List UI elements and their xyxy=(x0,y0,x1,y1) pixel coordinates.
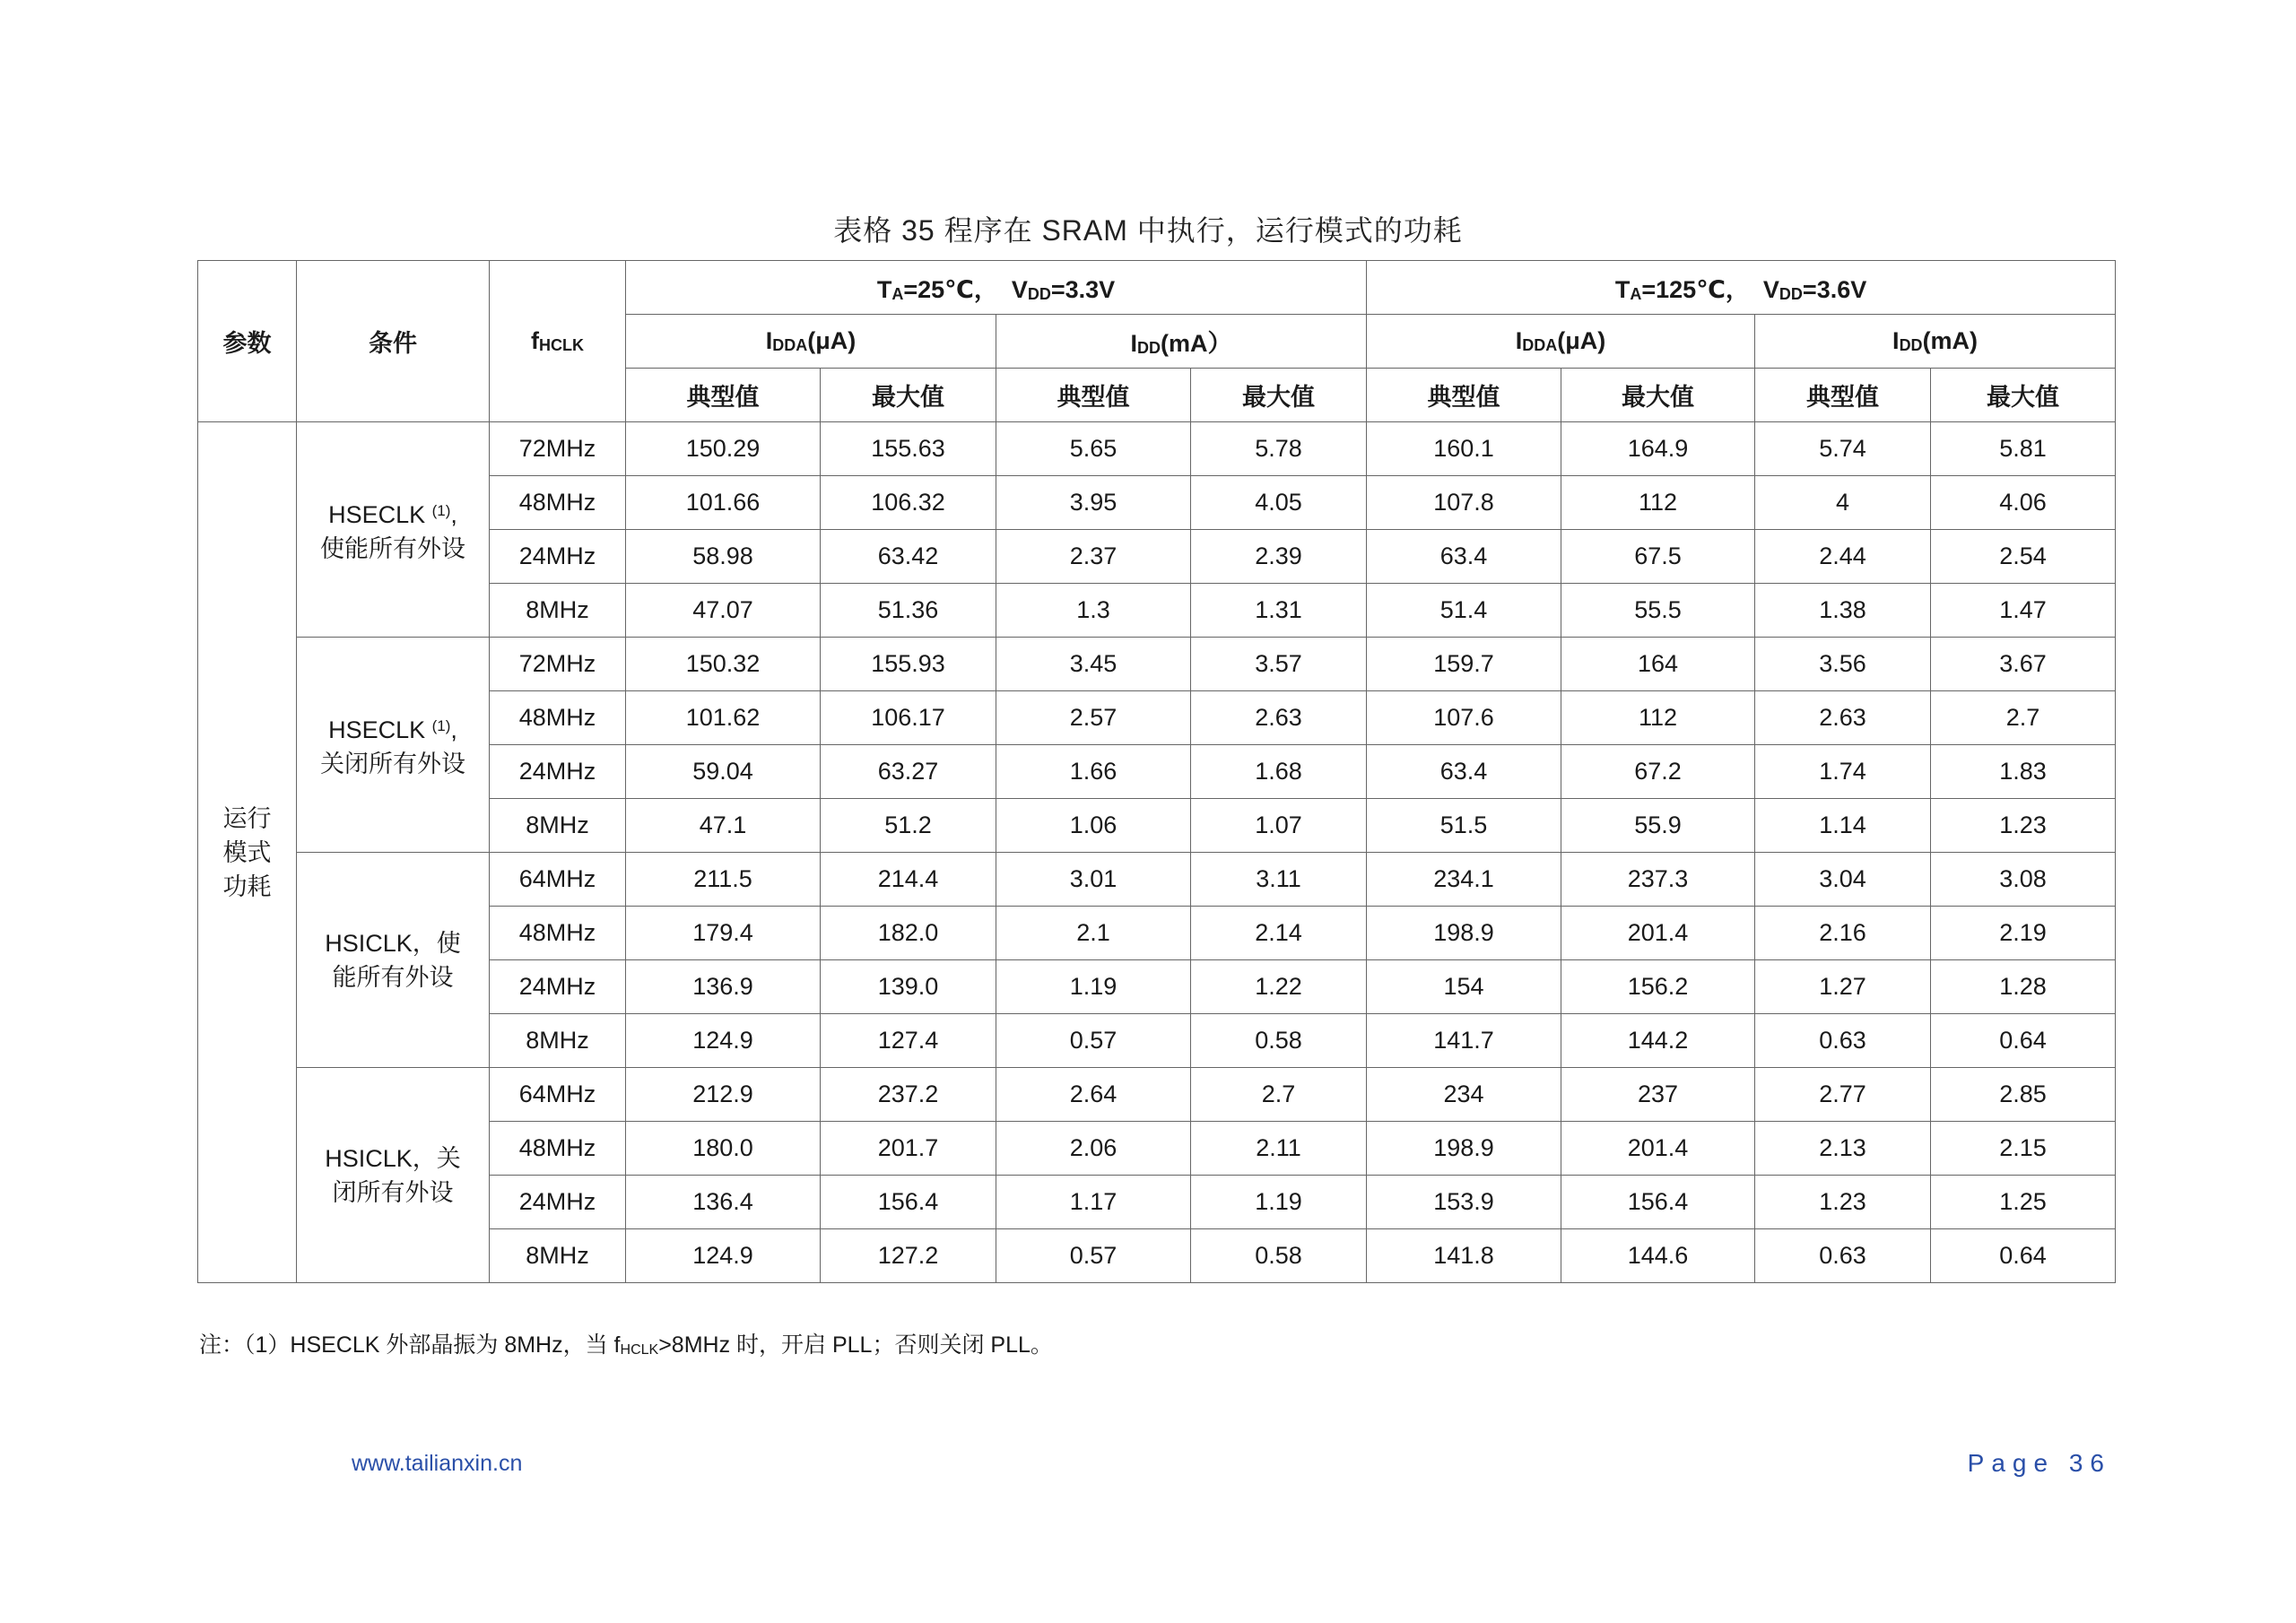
freq-cell: 8MHz xyxy=(490,1229,626,1283)
value-cell: 2.37 xyxy=(996,530,1191,584)
value-cell: 0.63 xyxy=(1755,1014,1931,1068)
condition-line-1: HSICLK，使 xyxy=(325,929,461,957)
value-cell: 3.56 xyxy=(1755,638,1931,691)
freq-cell: 24MHz xyxy=(490,960,626,1014)
value-cell: 2.11 xyxy=(1191,1122,1367,1176)
value-cell: 55.9 xyxy=(1561,799,1755,853)
value-cell: 112 xyxy=(1561,691,1755,745)
value-cell: 3.04 xyxy=(1755,853,1931,907)
value-cell: 0.58 xyxy=(1191,1229,1367,1283)
value-cell: 106.17 xyxy=(821,691,996,745)
value-cell: 59.04 xyxy=(626,745,821,799)
header-typ: 典型值 xyxy=(996,369,1191,422)
value-cell: 150.29 xyxy=(626,422,821,476)
freq-cell: 24MHz xyxy=(490,745,626,799)
value-cell: 1.68 xyxy=(1191,745,1367,799)
value-cell: 234 xyxy=(1367,1068,1561,1122)
value-cell: 3.11 xyxy=(1191,853,1367,907)
value-cell: 198.9 xyxy=(1367,1122,1561,1176)
value-cell: 2.19 xyxy=(1931,907,2116,960)
value-cell: 144.6 xyxy=(1561,1229,1755,1283)
table-body xyxy=(198,422,2116,1283)
value-cell: 51.4 xyxy=(1367,584,1561,638)
header-max: 最大值 xyxy=(1191,369,1367,422)
value-cell: 155.93 xyxy=(821,638,996,691)
value-cell: 2.7 xyxy=(1191,1068,1367,1122)
value-cell: 1.22 xyxy=(1191,960,1367,1014)
header-idda-25: $I_{DDA}(\mu A)$ xyxy=(626,315,996,369)
value-cell: 179.4 xyxy=(626,907,821,960)
value-cell: 1.23 xyxy=(1755,1176,1931,1229)
condition-line-1: HSECLK $^{(1)}$, xyxy=(328,716,457,743)
header-ta125: $T_A=125℃$， $V_{DD}=3.6V$ xyxy=(1367,261,2116,315)
value-cell: 1.19 xyxy=(996,960,1191,1014)
value-cell: 4 xyxy=(1755,476,1931,530)
value-cell: 2.15 xyxy=(1931,1122,2116,1176)
value-cell: 159.7 xyxy=(1367,638,1561,691)
value-cell: 2.64 xyxy=(996,1068,1191,1122)
value-cell: 58.98 xyxy=(626,530,821,584)
freq-cell: 64MHz xyxy=(490,1068,626,1122)
value-cell: 141.8 xyxy=(1367,1229,1561,1283)
value-cell: 55.5 xyxy=(1561,584,1755,638)
freq-cell: 8MHz xyxy=(490,1014,626,1068)
value-cell: 2.1 xyxy=(996,907,1191,960)
value-cell: 156.2 xyxy=(1561,960,1755,1014)
value-cell: 5.74 xyxy=(1755,422,1931,476)
header-row-1 xyxy=(198,261,2116,315)
condition-line-2: 关闭所有外设 xyxy=(320,750,465,777)
table-row xyxy=(198,1068,2116,1122)
value-cell: 4.05 xyxy=(1191,476,1367,530)
header-idd-125: $I_{DD}(mA)$ xyxy=(1755,315,2116,369)
header-param: 参数 xyxy=(198,261,297,422)
value-cell: 0.64 xyxy=(1931,1014,2116,1068)
condition-cell xyxy=(297,1068,490,1283)
value-cell: 1.27 xyxy=(1755,960,1931,1014)
value-cell: 3.95 xyxy=(996,476,1191,530)
table-row xyxy=(198,638,2116,691)
param-cell xyxy=(198,422,297,1283)
table-caption: 表格 35 程序在 SRAM 中执行，运行模式的功耗 xyxy=(833,214,1463,247)
freq-cell: 72MHz xyxy=(490,638,626,691)
condition-line-1: HSECLK $^{(1)}$, xyxy=(328,500,457,528)
freq-cell: 48MHz xyxy=(490,907,626,960)
value-cell: 2.13 xyxy=(1755,1122,1931,1176)
value-cell: 107.6 xyxy=(1367,691,1561,745)
header-typ: 典型值 xyxy=(1367,369,1561,422)
value-cell: 156.4 xyxy=(1561,1176,1755,1229)
value-cell: 214.4 xyxy=(821,853,996,907)
value-cell: 0.57 xyxy=(996,1229,1191,1283)
value-cell: 1.23 xyxy=(1931,799,2116,853)
header-idda-125: $I_{DDA}(\mu A)$ xyxy=(1367,315,1755,369)
header-max: 最大值 xyxy=(1561,369,1755,422)
value-cell: 182.0 xyxy=(821,907,996,960)
freq-cell: 48MHz xyxy=(490,476,626,530)
value-cell: 139.0 xyxy=(821,960,996,1014)
value-cell: 212.9 xyxy=(626,1068,821,1122)
value-cell: 127.2 xyxy=(821,1229,996,1283)
value-cell: 198.9 xyxy=(1367,907,1561,960)
value-cell: 201.4 xyxy=(1561,1122,1755,1176)
value-cell: 101.66 xyxy=(626,476,821,530)
value-cell: 156.4 xyxy=(821,1176,996,1229)
value-cell: 63.4 xyxy=(1367,745,1561,799)
header-condition: 条件 xyxy=(297,261,490,422)
value-cell: 107.8 xyxy=(1367,476,1561,530)
value-cell: 1.17 xyxy=(996,1176,1191,1229)
value-cell: 237 xyxy=(1561,1068,1755,1122)
value-cell: 1.3 xyxy=(996,584,1191,638)
value-cell: 51.2 xyxy=(821,799,996,853)
value-cell: 1.83 xyxy=(1931,745,2116,799)
value-cell: 124.9 xyxy=(626,1229,821,1283)
value-cell: 155.63 xyxy=(821,422,996,476)
freq-cell: 48MHz xyxy=(490,1122,626,1176)
value-cell: 0.64 xyxy=(1931,1229,2116,1283)
value-cell: 150.32 xyxy=(626,638,821,691)
condition-cell xyxy=(297,422,490,638)
value-cell: 5.65 xyxy=(996,422,1191,476)
value-cell: 164 xyxy=(1561,638,1755,691)
value-cell: 2.54 xyxy=(1931,530,2116,584)
value-cell: 0.63 xyxy=(1755,1229,1931,1283)
freq-cell: 72MHz xyxy=(490,422,626,476)
value-cell: 1.07 xyxy=(1191,799,1367,853)
value-cell: 164.9 xyxy=(1561,422,1755,476)
freq-cell: 24MHz xyxy=(490,1176,626,1229)
value-cell: 124.9 xyxy=(626,1014,821,1068)
value-cell: 5.81 xyxy=(1931,422,2116,476)
page-number: Page 36 xyxy=(1967,1449,2111,1477)
value-cell: 1.66 xyxy=(996,745,1191,799)
header-max: 最大值 xyxy=(1931,369,2116,422)
value-cell: 211.5 xyxy=(626,853,821,907)
value-cell: 2.06 xyxy=(996,1122,1191,1176)
value-cell: 3.08 xyxy=(1931,853,2116,907)
header-idd-25: $I_{DD}(mA)$ xyxy=(996,315,1367,369)
value-cell: 201.4 xyxy=(1561,907,1755,960)
table-row xyxy=(198,422,2116,476)
freq-cell: 24MHz xyxy=(490,530,626,584)
freq-cell: 8MHz xyxy=(490,799,626,853)
value-cell: 136.4 xyxy=(626,1176,821,1229)
value-cell: 3.57 xyxy=(1191,638,1367,691)
value-cell: 63.27 xyxy=(821,745,996,799)
value-cell: 2.44 xyxy=(1755,530,1931,584)
freq-cell: 48MHz xyxy=(490,691,626,745)
value-cell: 101.62 xyxy=(626,691,821,745)
condition-line-2: 能所有外设 xyxy=(332,963,454,991)
value-cell: 1.14 xyxy=(1755,799,1931,853)
value-cell: 1.25 xyxy=(1931,1176,2116,1229)
value-cell: 2.16 xyxy=(1755,907,1931,960)
footer-website-link[interactable]: www.tailianxin.cn xyxy=(352,1451,523,1476)
value-cell: 47.07 xyxy=(626,584,821,638)
value-cell: 234.1 xyxy=(1367,853,1561,907)
value-cell: 1.19 xyxy=(1191,1176,1367,1229)
value-cell: 136.9 xyxy=(626,960,821,1014)
value-cell: 67.5 xyxy=(1561,530,1755,584)
header-typ: 典型值 xyxy=(626,369,821,422)
value-cell: 0.58 xyxy=(1191,1014,1367,1068)
freq-cell: 8MHz xyxy=(490,584,626,638)
header-typ: 典型值 xyxy=(1755,369,1931,422)
value-cell: 154 xyxy=(1367,960,1561,1014)
value-cell: 51.5 xyxy=(1367,799,1561,853)
condition-line-2: 使能所有外设 xyxy=(320,534,465,562)
header-fhclk: $f_{HCLK}$ xyxy=(490,261,626,422)
value-cell: 63.42 xyxy=(821,530,996,584)
param-label-line: 运行 xyxy=(222,804,272,832)
value-cell: 1.38 xyxy=(1755,584,1931,638)
value-cell: 2.39 xyxy=(1191,530,1367,584)
value-cell: 237.2 xyxy=(821,1068,996,1122)
condition-line-1: HSICLK，关 xyxy=(325,1144,461,1172)
value-cell: 160.1 xyxy=(1367,422,1561,476)
value-cell: 3.45 xyxy=(996,638,1191,691)
condition-cell xyxy=(297,853,490,1068)
value-cell: 67.2 xyxy=(1561,745,1755,799)
footnote: 注：（1）HSECLK 外部晶振为 8MHz，当 $f_{HCLK}>8MHz$ 时，开启 PLL；否则关闭 PLL。 xyxy=(199,1332,1053,1358)
value-cell: 2.85 xyxy=(1931,1068,2116,1122)
power-consumption-table xyxy=(197,260,2116,1283)
value-cell: 4.06 xyxy=(1931,476,2116,530)
condition-cell xyxy=(297,638,490,853)
value-cell: 2.14 xyxy=(1191,907,1367,960)
value-cell: 141.7 xyxy=(1367,1014,1561,1068)
header-max: 最大值 xyxy=(821,369,996,422)
value-cell: 0.57 xyxy=(996,1014,1191,1068)
condition-line-2: 闭所有外设 xyxy=(332,1178,454,1206)
footnote-ref: (1) xyxy=(431,501,451,519)
value-cell: 112 xyxy=(1561,476,1755,530)
value-cell: 1.47 xyxy=(1931,584,2116,638)
freq-cell: 64MHz xyxy=(490,853,626,907)
value-cell: 2.57 xyxy=(996,691,1191,745)
value-cell: 201.7 xyxy=(821,1122,996,1176)
value-cell: 2.63 xyxy=(1191,691,1367,745)
value-cell: 2.7 xyxy=(1931,691,2116,745)
value-cell: 2.63 xyxy=(1755,691,1931,745)
header-ta25: $T_A=25℃$， $V_{DD}=3.3V$ xyxy=(626,261,1367,315)
value-cell: 153.9 xyxy=(1367,1176,1561,1229)
value-cell: 180.0 xyxy=(626,1122,821,1176)
value-cell: 1.06 xyxy=(996,799,1191,853)
value-cell: 1.31 xyxy=(1191,584,1367,638)
table-row xyxy=(198,853,2116,907)
value-cell: 1.74 xyxy=(1755,745,1931,799)
value-cell: 3.01 xyxy=(996,853,1191,907)
value-cell: 237.3 xyxy=(1561,853,1755,907)
value-cell: 144.2 xyxy=(1561,1014,1755,1068)
value-cell: 47.1 xyxy=(626,799,821,853)
param-label-line: 模式 xyxy=(222,838,272,866)
value-cell: 63.4 xyxy=(1367,530,1561,584)
value-cell: 106.32 xyxy=(821,476,996,530)
value-cell: 1.28 xyxy=(1931,960,2116,1014)
value-cell: 5.78 xyxy=(1191,422,1367,476)
value-cell: 127.4 xyxy=(821,1014,996,1068)
value-cell: 51.36 xyxy=(821,584,996,638)
param-label-line: 功耗 xyxy=(222,872,272,900)
value-cell: 2.77 xyxy=(1755,1068,1931,1122)
value-cell: 3.67 xyxy=(1931,638,2116,691)
footnote-ref: (1) xyxy=(431,716,451,734)
